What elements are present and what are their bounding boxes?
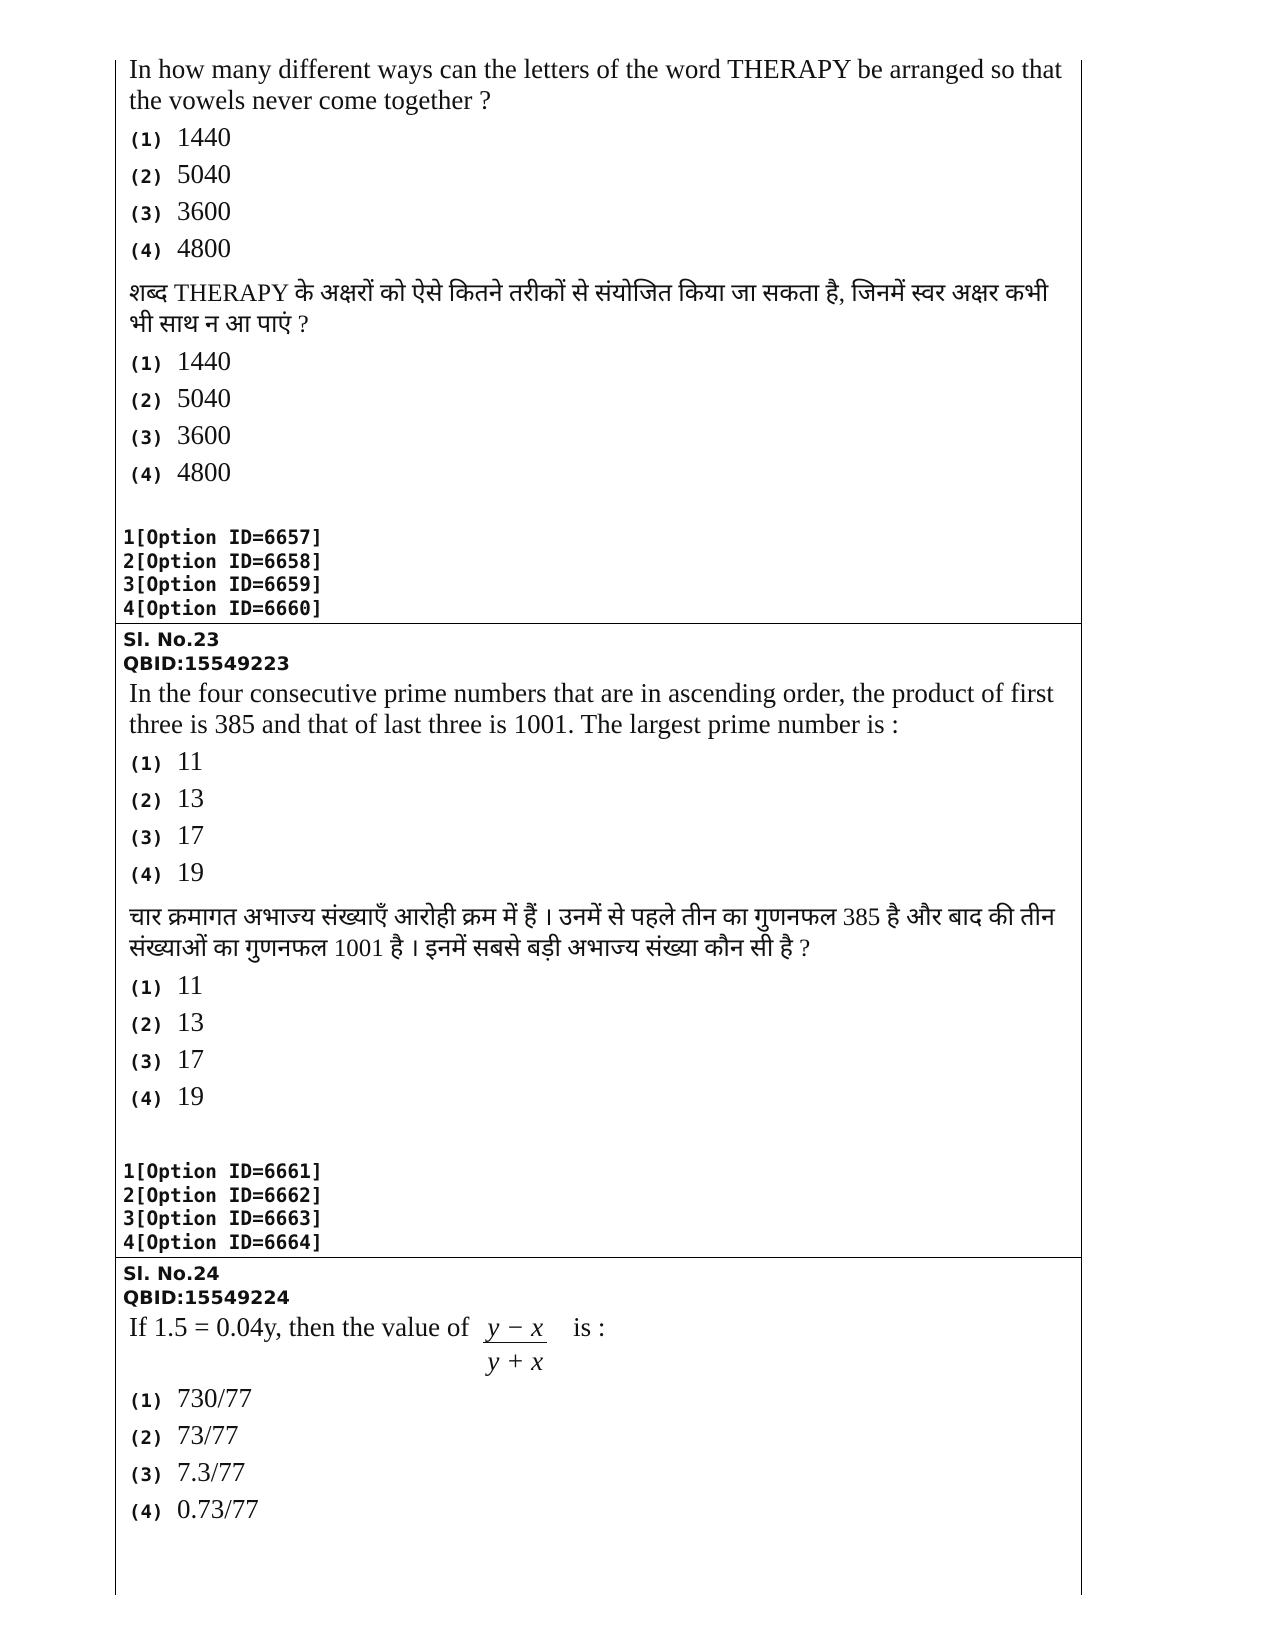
option-2: (2) 13 (129, 1007, 204, 1037)
option-4: (4) 19 (129, 857, 204, 887)
question-text-hi: चार क्रमागत अभाज्य संख्याएँ आरोही क्रम में हैं । उनमें से पहले तीन का गुणनफल 385 है और बाद की तीन संख्याओं का गुणनफल 1001 है । इनमें सबसे बड़ी अभाज्य संख्या कौन सी है ? (129, 904, 1055, 962)
option-4: (4) 19 (129, 1081, 204, 1111)
serial-number: Sl. No.23 (123, 629, 220, 651)
option-3: (3) 7.3/77 (129, 1457, 246, 1487)
options-hi (115, 970, 1082, 1118)
option-2: (2) 5040 (129, 159, 231, 189)
options-hi (115, 346, 1082, 494)
option-2: (2) 73/77 (129, 1420, 239, 1450)
fraction (483, 1312, 547, 1379)
option-1: (1) 730/77 (129, 1383, 253, 1413)
question-text-hi: शब्द THERAPY के अक्षरों को ऐसे कितने तरीकों से संयोजित किया जा सकता है, जिनमें स्वर अक्षर कभी भी साथ न आ पाएं ? (129, 280, 1049, 338)
options-en (115, 1383, 1082, 1531)
question-text-en: In how many different ways can the letters of the word THERAPY be arranged so that the vowels never come together ? (129, 54, 1062, 115)
option-ids-23: 1[Option ID=6661] 2[Option ID=6662] 3[Option ID=6663] 4[Option ID=6664] (123, 1160, 323, 1254)
question-23 (115, 628, 1082, 1118)
question-prefix: If 1.5 = 0.04y, then the value of (129, 1312, 470, 1342)
option-1: (1) 1440 (129, 346, 231, 376)
option-3: (3) 3600 (129, 196, 231, 226)
option-1: (1) 11 (129, 746, 203, 776)
serial-number: Sl. No.24 (123, 1263, 220, 1285)
option-3: (3) 3600 (129, 420, 231, 450)
option-4: (4) 0.73/77 (129, 1494, 259, 1524)
question-24 (115, 1262, 1082, 1531)
separator-22-23 (115, 623, 1082, 624)
option-4: (4) 4800 (129, 457, 231, 487)
option-4: (4) 4800 (129, 233, 231, 263)
fraction-denominator: y + x (487, 1346, 544, 1376)
option-2: (2) 5040 (129, 383, 231, 413)
qbid: QBID:15549224 (123, 1287, 290, 1309)
qbid: QBID:15549223 (123, 653, 290, 675)
separator-23-24 (115, 1257, 1082, 1258)
question-text-en: In the four consecutive prime numbers that are in ascending order, the product of first three is 385 and that of last three is 1001. The largest prime number is : (129, 678, 1054, 739)
question-text-en (115, 1312, 1082, 1379)
options-en (115, 746, 1082, 894)
question-paper-frame (115, 54, 1082, 1595)
option-1: (1) 1440 (129, 122, 231, 152)
option-3: (3) 17 (129, 1044, 204, 1074)
question-suffix: is : (573, 1312, 606, 1342)
options-en (115, 122, 1082, 270)
option-2: (2) 13 (129, 783, 204, 813)
question-22 (115, 54, 1082, 494)
option-1: (1) 11 (129, 970, 203, 1000)
option-3: (3) 17 (129, 820, 204, 850)
option-ids-22: 1[Option ID=6657] 2[Option ID=6658] 3[Option ID=6659] 4[Option ID=6660] (123, 526, 323, 620)
fraction-numerator: y − x (483, 1312, 547, 1343)
